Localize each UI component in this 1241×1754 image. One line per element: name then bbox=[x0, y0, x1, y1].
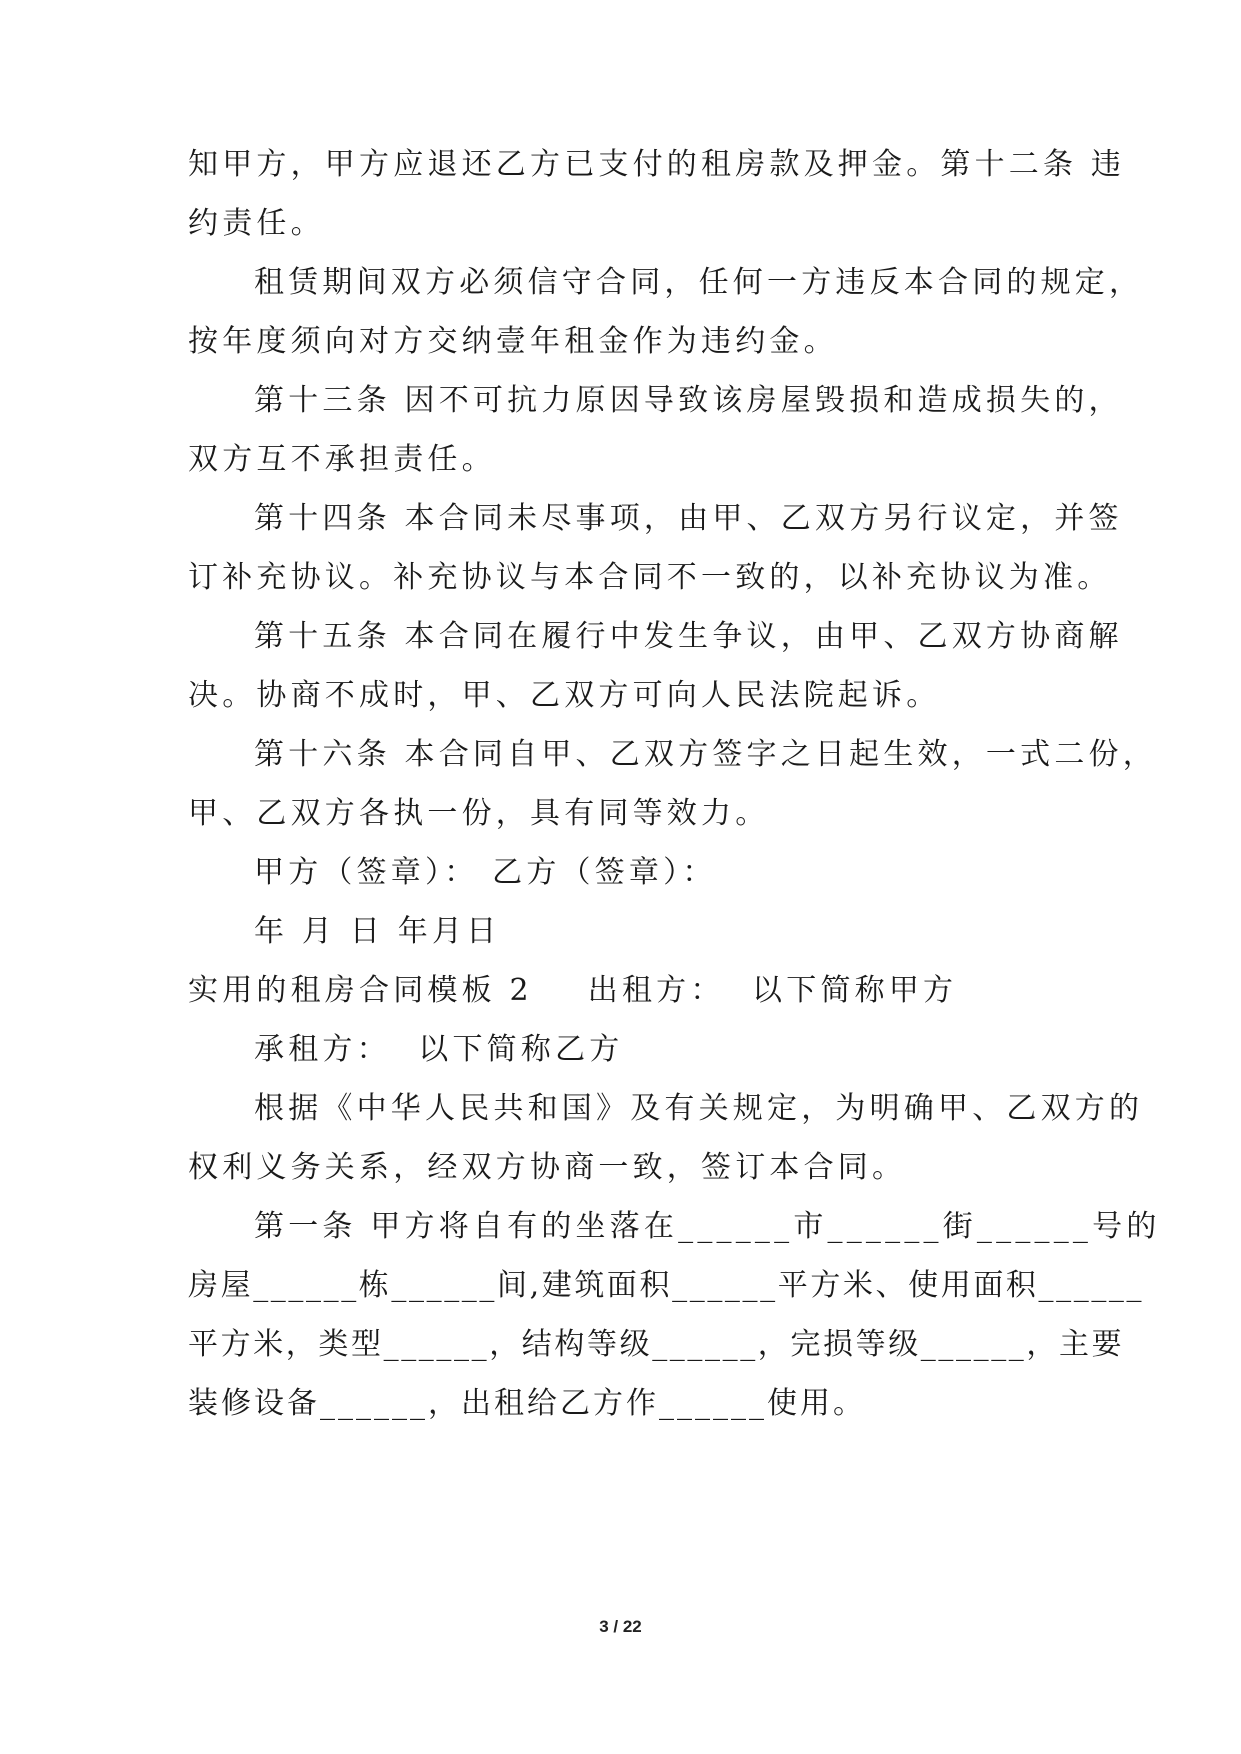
text-line: 甲、乙双方各执一份，具有同等效力。 bbox=[188, 796, 770, 831]
text-line: 权利义务关系，经双方协商一致，签订本合同。 bbox=[188, 1150, 907, 1185]
text-line: 实用的租房合同模板 2 出租方： 以下简称甲方 bbox=[188, 973, 958, 1008]
text-line: 知甲方，甲方应退还乙方已支付的租房款及押金。第十二条 违 bbox=[188, 147, 1126, 182]
text-line: 第十五条 本合同在履行中发生争议，由甲、乙双方协商解 bbox=[254, 619, 1123, 654]
text-line: 第十四条 本合同未尽事项，由甲、乙双方另行议定，并签 bbox=[254, 501, 1123, 536]
text-line: 装修设备______，出租给乙方作______使用。 bbox=[188, 1386, 866, 1421]
text-line: 平方米，类型______，结构等级______，完损等级______，主要 bbox=[188, 1327, 1125, 1362]
text-line: 约责任。 bbox=[188, 206, 325, 241]
text-line: 第一条 甲方将自有的坐落在______市______街______号的 bbox=[254, 1209, 1161, 1244]
text-line: 承租方： 以下简称乙方 bbox=[254, 1032, 624, 1067]
text-line: 决。协商不成时，甲、乙双方可向人民法院起诉。 bbox=[188, 678, 941, 713]
text-line: 租赁期间双方必须信守合同，任何一方违反本合同的规定， bbox=[254, 265, 1144, 300]
page-number: 3 / 22 bbox=[599, 1617, 642, 1636]
text-line: 第十三条 因不可抗力原因导致该房屋毁损和造成损失的， bbox=[254, 383, 1123, 418]
text-line: 第十六条 本合同自甲、乙双方签字之日起生效，一式二份， bbox=[254, 737, 1157, 772]
text-line: 年 月 日 年月日 bbox=[254, 914, 501, 949]
text-line: 订补充协议。补充协议与本合同不一致的，以补充协议为准。 bbox=[188, 560, 1112, 595]
text-line: 甲方（签章）： 乙方（签章）： bbox=[254, 855, 717, 890]
text-line: 双方互不承担责任。 bbox=[188, 442, 496, 477]
text-line: 根据《中华人民共和国》及有关规定，为明确甲、乙双方的 bbox=[254, 1091, 1144, 1126]
text-line: 房屋______栋______间,建筑面积______平方米、使用面积______ bbox=[188, 1268, 1145, 1303]
text-line: 按年度须向对方交纳壹年租金作为违约金。 bbox=[188, 324, 838, 359]
